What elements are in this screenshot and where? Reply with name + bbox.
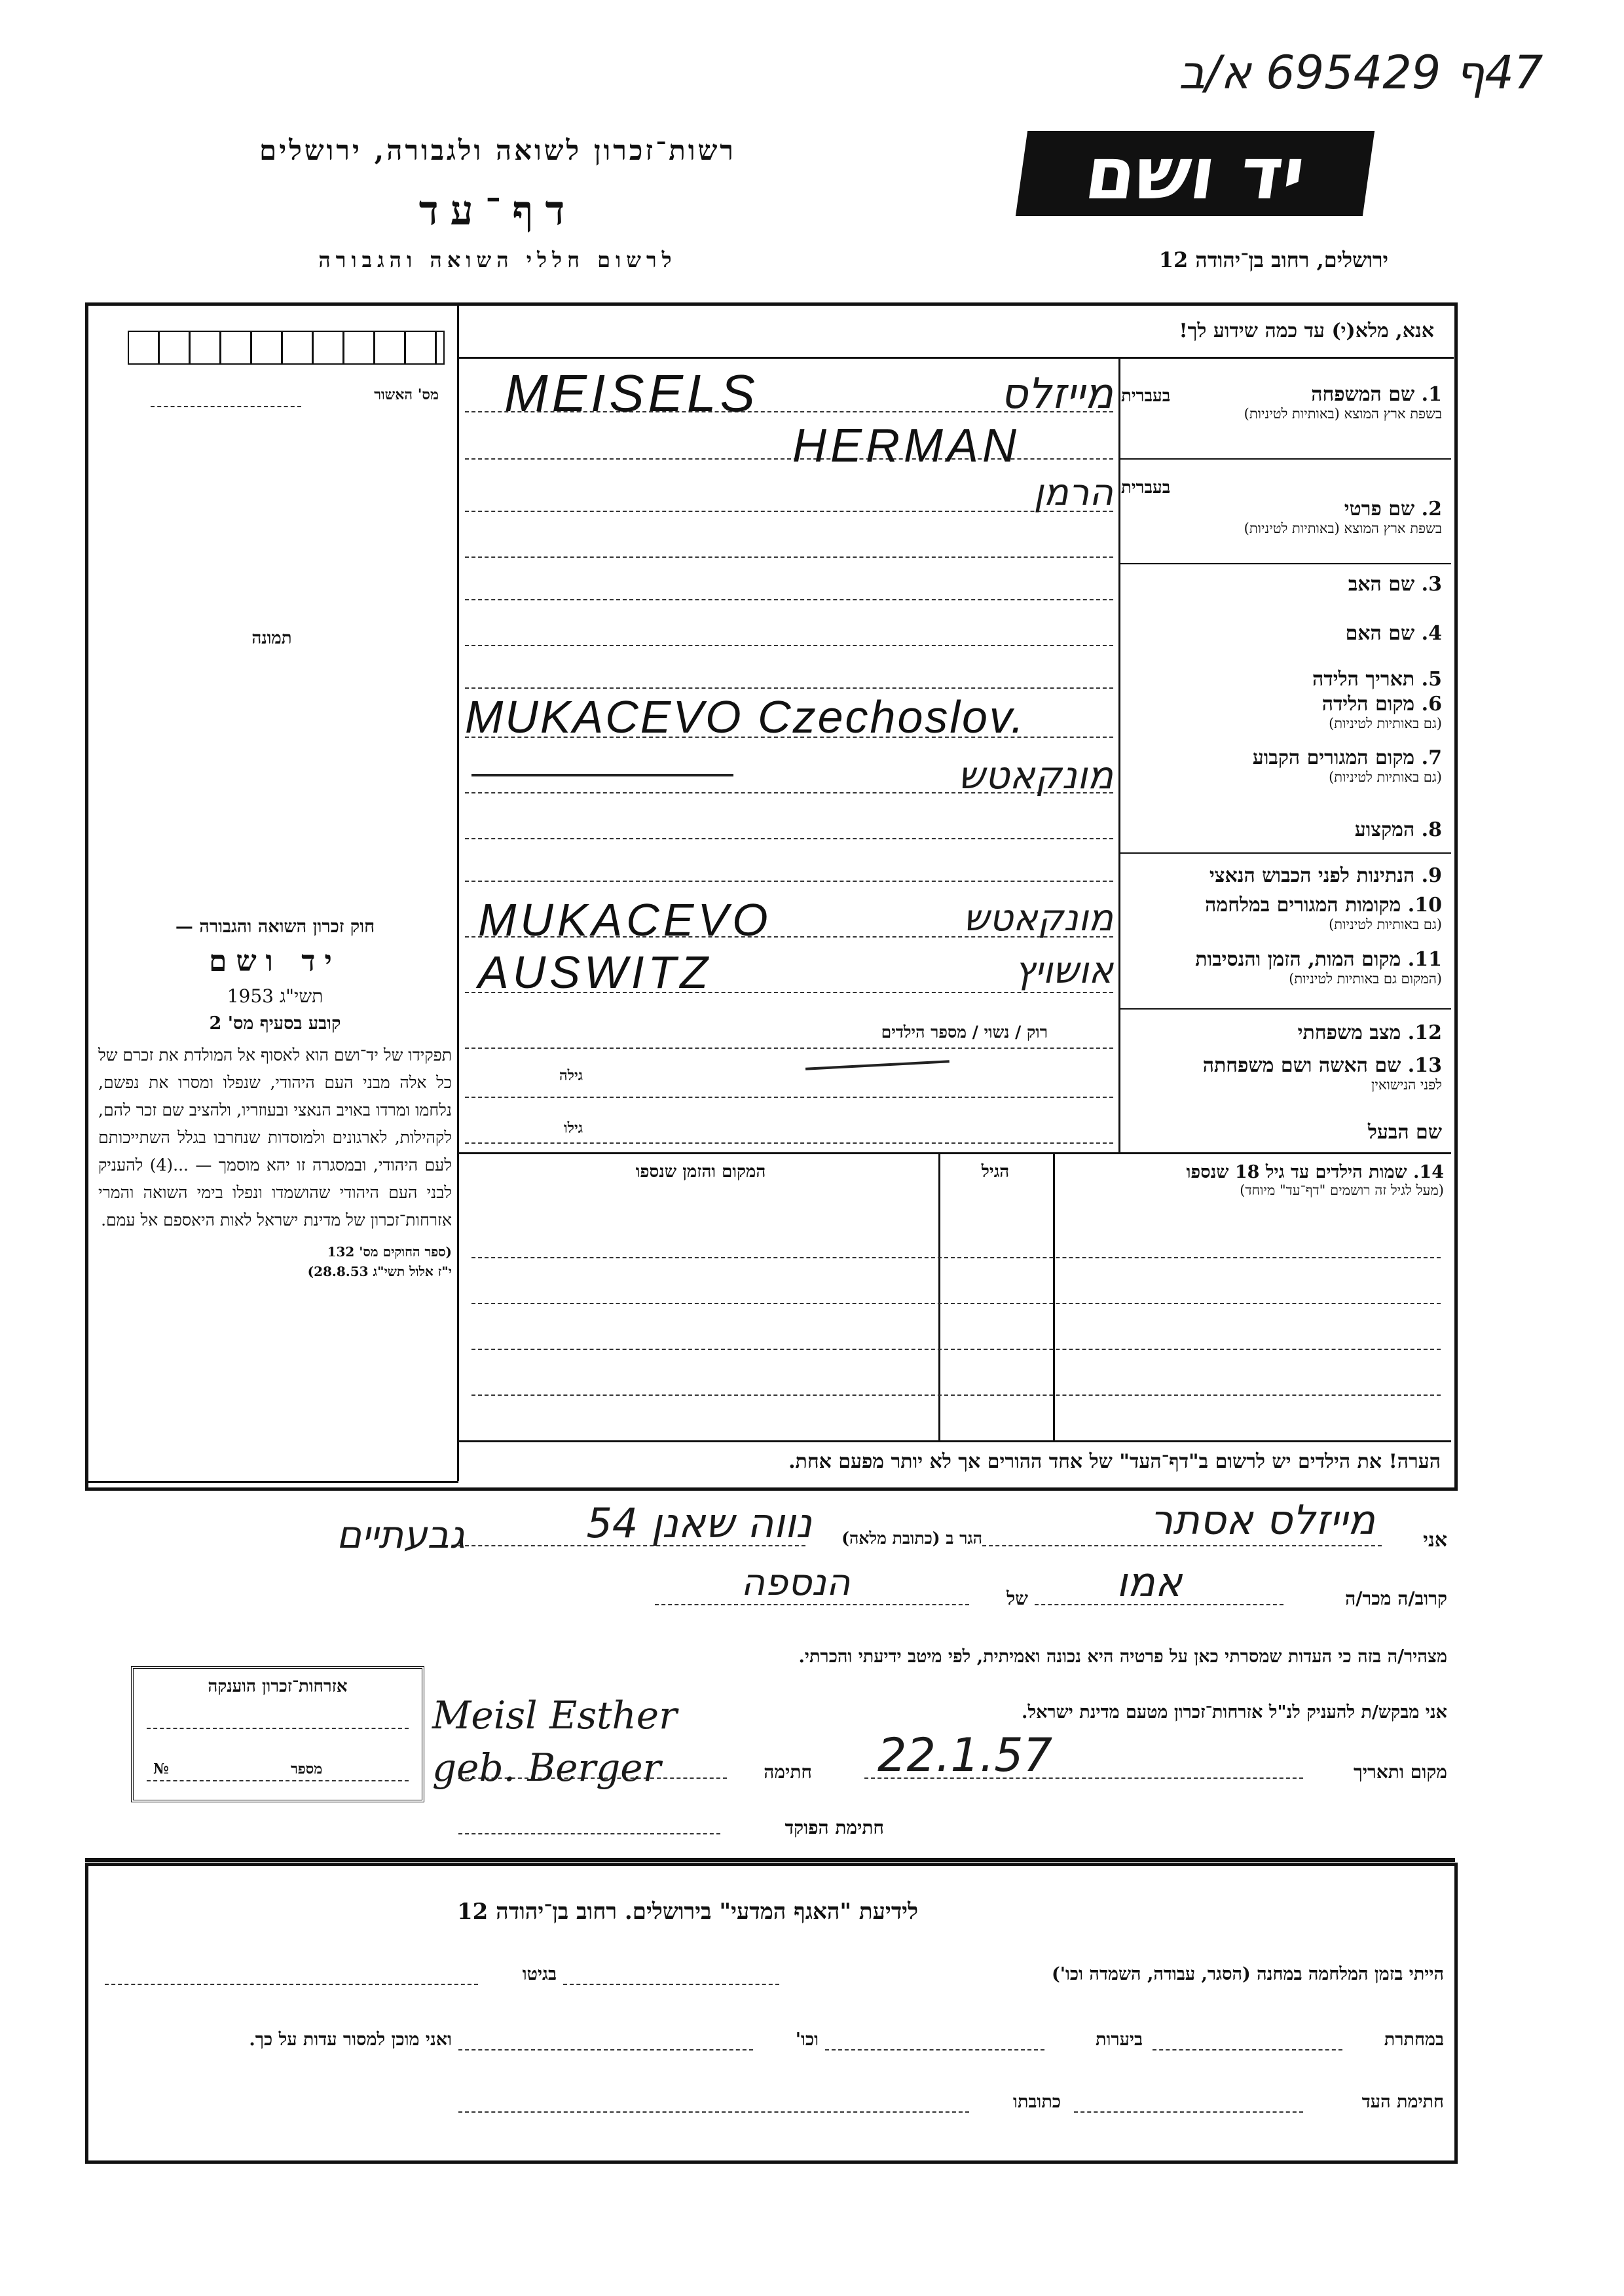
hw-death-place-latin: AUSWITZ [478,947,712,998]
footer-ghetto: בגיטו [522,1964,557,1984]
field-label: שם פרטי [1344,498,1415,520]
footer-top-border [85,1858,1455,1862]
approval-boxes [128,331,445,365]
field-num: 1. [1421,383,1442,406]
law-source-1: (ספר החוקים מס' 132 [327,1244,452,1260]
instructions: אנא, מלא(י) עד כמה שידוע לך! [1179,319,1434,342]
decl-relative-label: קרוב/ה מכר/ה [1345,1588,1447,1609]
field-war-residences [1121,894,1442,933]
stamp-box [131,1666,424,1802]
hw-date: 22.1.57 [877,1728,1053,1782]
field-profession [1121,818,1442,841]
child-row-1[interactable] [471,1257,1441,1258]
heb-tag-2: בעברית [1121,478,1171,498]
footer-underground-line[interactable] [1153,2049,1342,2050]
sidebar-divider [457,302,459,1481]
field-label: שם המשפחה [1311,383,1415,406]
sep-2 [1118,563,1451,564]
law-clause: קובע בסעיף מס' 2 [209,1013,341,1034]
field-husband [1121,1121,1442,1144]
field-num: 9. [1421,864,1442,887]
hw-death-place-hebrew: אושויץ [1014,949,1113,992]
field-num: 3. [1421,573,1442,596]
field-nationality [1121,864,1442,887]
field-sub: (גם באותיות לטיניות) [1329,769,1442,785]
age-label-husband: גילו [564,1120,583,1137]
field-num: 12. [1407,1021,1442,1044]
field-mother [1121,622,1442,645]
field-num: 14. [1413,1162,1444,1182]
children-header [1058,1162,1444,1199]
place-date-label: מקום ותאריך [1353,1761,1447,1783]
field-sub: (גם באותיות לטיניות) [1329,716,1442,731]
field-num: 2. [1421,498,1442,520]
law-year: תשי"ג 1953 [227,985,323,1007]
footer-address-line[interactable] [458,2111,969,2113]
field-label: שם האב [1348,573,1415,596]
field-num: 7. [1421,746,1442,769]
col-place: המקום והזמן שנספו [635,1162,766,1182]
hw-relation: אמו [1116,1558,1183,1606]
form-subtitle: לרשום חללי השואה והגבורה [318,247,677,272]
hw-war-places-hebrew: מונקאטש [963,897,1113,939]
field-num: 6. [1421,693,1442,716]
hw-declarant-address: נווה שאנן 54 [586,1499,812,1547]
sidebar-bottom-line [85,1481,458,1483]
sep-5 [458,1152,1451,1154]
decl-statement: מצהיר/ה בזה כי העדות שמסרתי כאן על פרטיה היא נכונה ואמיתית, לפי מיטב ידיעתי והכרתי. [798,1647,1447,1667]
field-num: 13. [1407,1054,1442,1077]
decl-address-label: הגר ב (כתובת מלאה) [841,1529,982,1548]
field-label: שם האם [1345,622,1415,645]
field-label: הנתינות לפני הכבוש הנאצי [1209,864,1415,887]
field-label: שם הבעל [1367,1121,1442,1144]
field-num: 8. [1421,818,1442,841]
field-sub: (המקום גם באותיות לטיניות) [1289,971,1442,987]
reference-number: 47ף 695429 א/ב [1179,46,1543,100]
hw-signature: Meisl Esther geb. Berger [432,1693,677,1790]
footer-underground: במחתרת [1384,2030,1444,2050]
child-row-4[interactable] [471,1394,1441,1396]
sep-1 [1118,458,1451,460]
child-row-2[interactable] [471,1303,1441,1304]
mother-line[interactable] [465,645,1113,646]
field-num: 11. [1407,948,1442,971]
field-label: המקצוע [1354,818,1415,841]
stamp-line-1[interactable] [147,1728,409,1729]
address: ירושלים, רחוב בן־יהודה 12 [1158,247,1388,272]
decl-i: אני [1423,1529,1447,1552]
field-father [1121,573,1442,596]
col-age: הגיל [981,1162,1010,1182]
stamp-box-number: מספר [291,1760,323,1777]
field-label: מקום המגורים הקבוע [1252,746,1415,769]
heb-tag-1: בעברית [1121,386,1171,406]
field-label: מקומות המגורים במלחמה [1205,894,1401,917]
field-marital [1121,1021,1442,1044]
field-death [1121,948,1442,987]
footer-line1: הייתי בזמן המלחמה במחנה (הסגר, עבודה, השמדה וכו') [1051,1964,1444,1984]
children-label: שמות הילדים עד גיל 18 שנספו [1186,1162,1407,1182]
field-sub: לפני הנישואין [1371,1077,1442,1093]
footer-forests: ביערות [1095,2030,1143,2050]
father-line[interactable] [465,599,1113,600]
approval-field[interactable] [151,406,301,407]
official-line[interactable] [458,1833,720,1834]
hw-war-places-latin: MUKACEVO [478,894,772,945]
footer-witness-line[interactable] [1074,2111,1303,2113]
footer-willing: ואני מוכן למסור עדות על כך. [249,2030,452,2050]
law-quote [98,913,452,1281]
logo-text: יד ושם [1080,132,1310,215]
children-bottom [458,1440,1451,1442]
field-label: מקום המות, הזמן והנסיבות [1195,948,1401,971]
marital-line[interactable] [465,1048,1113,1049]
footer-etc: וכו' [795,2030,819,2050]
hw-firstname-hebrew: הרמן [1033,471,1113,514]
decl-request: אני מבקש/ת להעניק לנ"ל אזרחות־זכרון מטעם מדינת ישראל. [1022,1702,1447,1722]
law-text: תפקידו של יד־ושם הוא לאסוף אל המולדת את זכרם של כל אלה מבני העם היהודי, שנפלו ומסרו את נפשם, נלחמו ומרדו באויב הנאצי ובעוזריו, ולהציב שם זכר להם, לקהילות, לארגונים ולמוסדות שנחרבו בגלל השתייכותם לעם היהודי, ובמסגרה זו יהא מוסמך — ...(4) להעניק לבני העם היהודי שהושמדו ונפלו בימי השואה והמרי אזרחות־זכרון של מדינת ישראל לאות היאספם אל עמם. [98,1046,452,1230]
field-label: מקום הלידה [1321,693,1415,716]
hw-firstname-latin: HERMAN [792,420,1021,472]
field-sub: בשפת ארץ המוצא (באותיות לטיניות) [1244,520,1442,536]
field-num: 4. [1421,622,1442,645]
field-wife [1121,1054,1442,1093]
photo-label: תמונה [251,629,292,648]
approval-label: מס' האשור [374,386,439,403]
field-label: שם האשה ושם משפחתה [1202,1054,1401,1077]
field-birthplace [1121,693,1442,732]
children-sub: (מעל לגיל זה רושמים "דף־עד" מיוחד) [1240,1182,1444,1198]
footer-camp-line[interactable] [563,1984,779,1985]
official-label: חתימת הפוקד [784,1817,884,1838]
field-num: 10. [1407,894,1442,917]
nationality-line[interactable] [465,881,1113,882]
husband-line[interactable] [465,1142,1113,1144]
form-title: דף־עד [418,187,577,234]
field-sub: בשפת ארץ המוצא (באותיות לטיניות) [1244,406,1442,422]
birthdate-line[interactable] [465,687,1113,689]
field-residence [1121,746,1442,786]
authority-name: רשות־זכרון לשואה ולגבורה, ירושלים [259,134,736,166]
profession-line[interactable] [465,838,1113,839]
footer-address: כתובתו [1013,2092,1061,2112]
note: הערה! את הילדים יש לרשום ב"דף־העד" של אחד ההורים אך לא יותר מפעם אחת. [788,1450,1441,1473]
footer-ghetto-line[interactable] [105,1984,478,1985]
child-row-3[interactable] [471,1349,1441,1350]
footer-witness-sig: חתימת העד [1361,2092,1444,2112]
field-sub: (גם באותיות לטיניות) [1329,917,1442,932]
wife-line[interactable] [465,1097,1113,1098]
stamp-line-2[interactable] [147,1780,409,1781]
field-num: 5. [1421,668,1442,691]
footer-forests-line[interactable] [825,2049,1044,2050]
stamp-box-title: אזרחות־זכרון הוענקה [208,1677,348,1696]
signature-label: חתימה [764,1761,812,1783]
decl-name-line[interactable] [982,1545,1382,1546]
marital-options: רוק / נשוי / מספר הילדים [881,1023,1048,1042]
field-birthdate [1121,668,1442,691]
firstname-latin-line[interactable] [465,556,1113,558]
decl-of-label: של [1006,1588,1028,1609]
hw-ditto-marks [471,774,733,779]
sep-3 [1118,852,1451,854]
hw-surname-latin: MEISELS [504,364,759,422]
children-col-1 [1053,1152,1055,1440]
children-col-2 [938,1152,940,1440]
yad-vashem-logo [1016,131,1375,216]
hw-declarant-name: מייזלס אסתר [1150,1496,1375,1544]
stamp-box-no: № [153,1760,169,1777]
hw-birthplace: MUKACEVO Czechoslov. [465,691,1026,742]
age-label-wife: גילה [559,1067,583,1084]
hw-relation-of: הנספה [741,1561,851,1604]
law-name: יד ושם [209,945,341,978]
sep-4 [1118,1008,1451,1010]
field-firstname [1121,498,1442,537]
hw-residence: מונקאטש [957,753,1113,797]
decl-of-line[interactable] [655,1604,969,1605]
field-label: מצב משפחתי [1297,1021,1401,1044]
instructions-underline [458,357,1454,359]
hw-declarant-city: גבעתיים [336,1512,465,1557]
hw-surname-hebrew: מייזלס [1000,370,1113,418]
law-source-2: י"ז אלול תשי"ג 28.8.53) [307,1264,452,1279]
footer-title: לידיעת "האגף המדעי" בירושלים. רחוב בן־יהודה 12 [457,1899,918,1925]
label-column-divider [1118,357,1120,1152]
law-title: חוק זכרון השואה והגבורה — [175,917,375,937]
field-label: תאריך הלידה [1312,668,1415,691]
footer-etc-line[interactable] [458,2049,753,2050]
